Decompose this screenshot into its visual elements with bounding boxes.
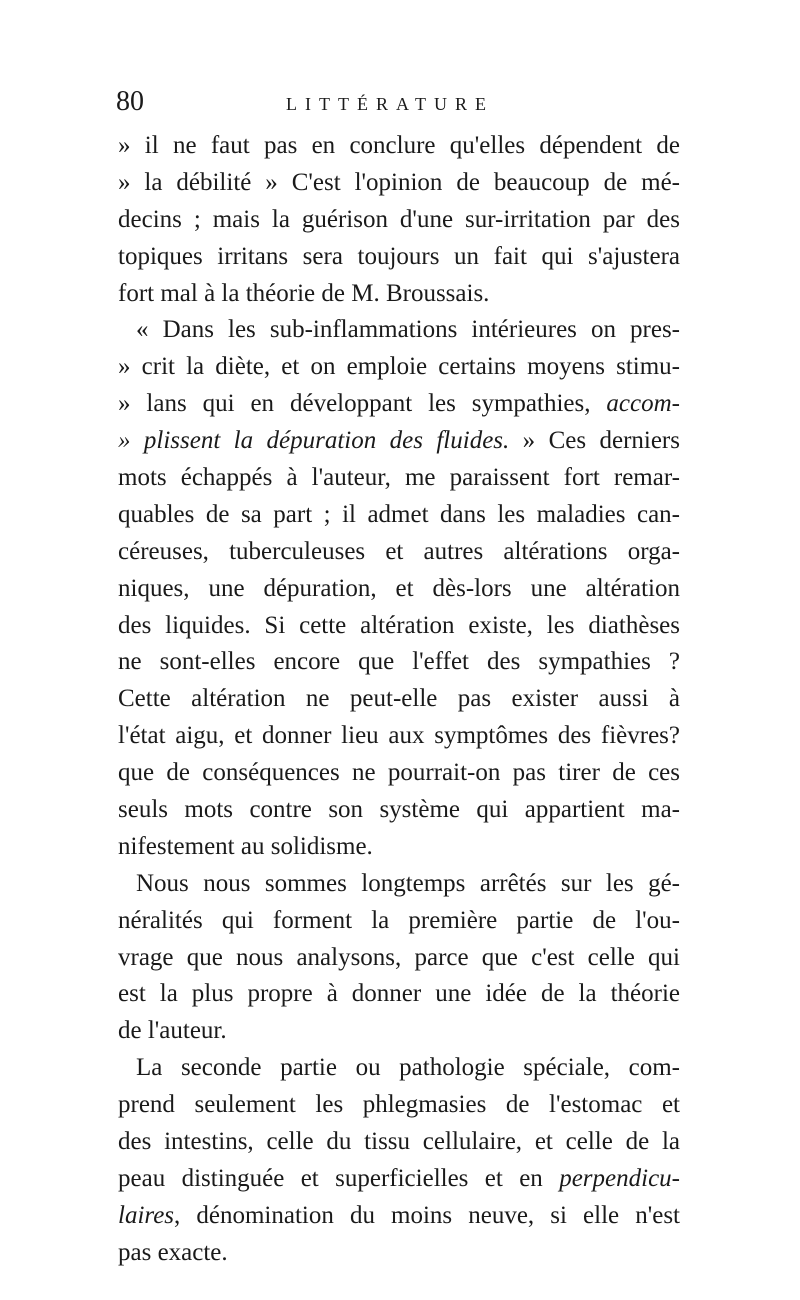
text-line: que de conséquences ne pourrait-on pas tirer de ces [118, 759, 680, 787]
text-line: « Dans les sub-inflammations intérieures on pres- [136, 316, 680, 344]
body-text [118, 128, 680, 1272]
text-line: Nous nous sommes longtemps arrêtés sur les gé- [136, 869, 680, 897]
paragraph-1 [118, 128, 680, 312]
text-line: Cette altération ne peut-elle pas exister aussi à [118, 685, 680, 713]
text-run: » lans qui en développant les sympathies, [118, 390, 607, 418]
text-line: ne sont-elles encore que l'effet des sympathies ? [118, 648, 680, 676]
page-number: 80 [116, 86, 144, 117]
text-line: » crit la diète, et on emploie certains moyens stimu- [118, 353, 680, 381]
section-title: LITTÉRATURE [286, 94, 494, 114]
text-line: nifestement au solidisme. [118, 832, 373, 860]
text-line [118, 423, 680, 460]
text-line: pas exacte. [118, 1238, 228, 1266]
paragraph-2 [118, 312, 680, 865]
italic-run: perpendicu- [559, 1164, 680, 1192]
text-line: topiques irritans sera toujours un fait qui s'ajustera [118, 242, 680, 270]
text-line: de l'auteur. [118, 1017, 227, 1045]
italic-run: laires [118, 1201, 175, 1229]
text-line: niques, une dépuration, et dès-lors une altération [118, 574, 680, 602]
paragraph-3 [118, 866, 680, 1050]
text-line: » la débilité » C'est l'opinion de beaucoup de mé- [118, 168, 680, 196]
paragraph-4 [118, 1050, 680, 1271]
italic-run: accom- [606, 390, 680, 418]
text-line [118, 386, 680, 423]
text-line: des liquides. Si cette altération existe, les diathèses [118, 611, 680, 639]
text-line: vrage que nous analysons, parce que c'est celle qui [118, 943, 680, 971]
text-line: La seconde partie ou pathologie spéciale, com- [136, 1054, 680, 1082]
text-run: , dénomination du moins neuve, si elle n'est [174, 1201, 680, 1229]
text-line [118, 1161, 680, 1198]
text-line: quables de sa part ; il admet dans les maladies can- [118, 500, 680, 528]
text-line: prend seulement les phlegmasies de l'estomac et [118, 1091, 680, 1119]
text-line: fort mal à la théorie de M. Broussais. [118, 279, 490, 307]
text-line: mots échappés à l'auteur, me paraissent fort remar- [118, 464, 680, 492]
text-line: néralités qui forment la première partie de l'ou- [118, 906, 680, 934]
text-line: est la plus propre à donner une idée de la théorie [118, 980, 680, 1008]
text-line: » il ne faut pas en conclure qu'elles dépendent de [118, 132, 680, 159]
running-head [116, 86, 676, 122]
text-line: céreuses, tuberculeuses et autres altérations orga- [118, 537, 680, 565]
italic-run: » plissent la dépuration des fluides. [118, 427, 510, 455]
text-line: l'état aigu, et donner lieu aux symptômes des fièvres? [118, 722, 680, 750]
text-line [118, 1198, 680, 1235]
text-line: decins ; mais la guérison d'une sur-irritation par des [118, 205, 680, 233]
text-line: seuls mots contre son système qui appartient ma- [118, 796, 680, 824]
text-run: » Ces derniers [509, 427, 680, 455]
text-line: des intestins, celle du tissu cellulaire, et celle de la [118, 1128, 680, 1156]
text-run: peau distinguée et superficielles et en [118, 1164, 560, 1192]
